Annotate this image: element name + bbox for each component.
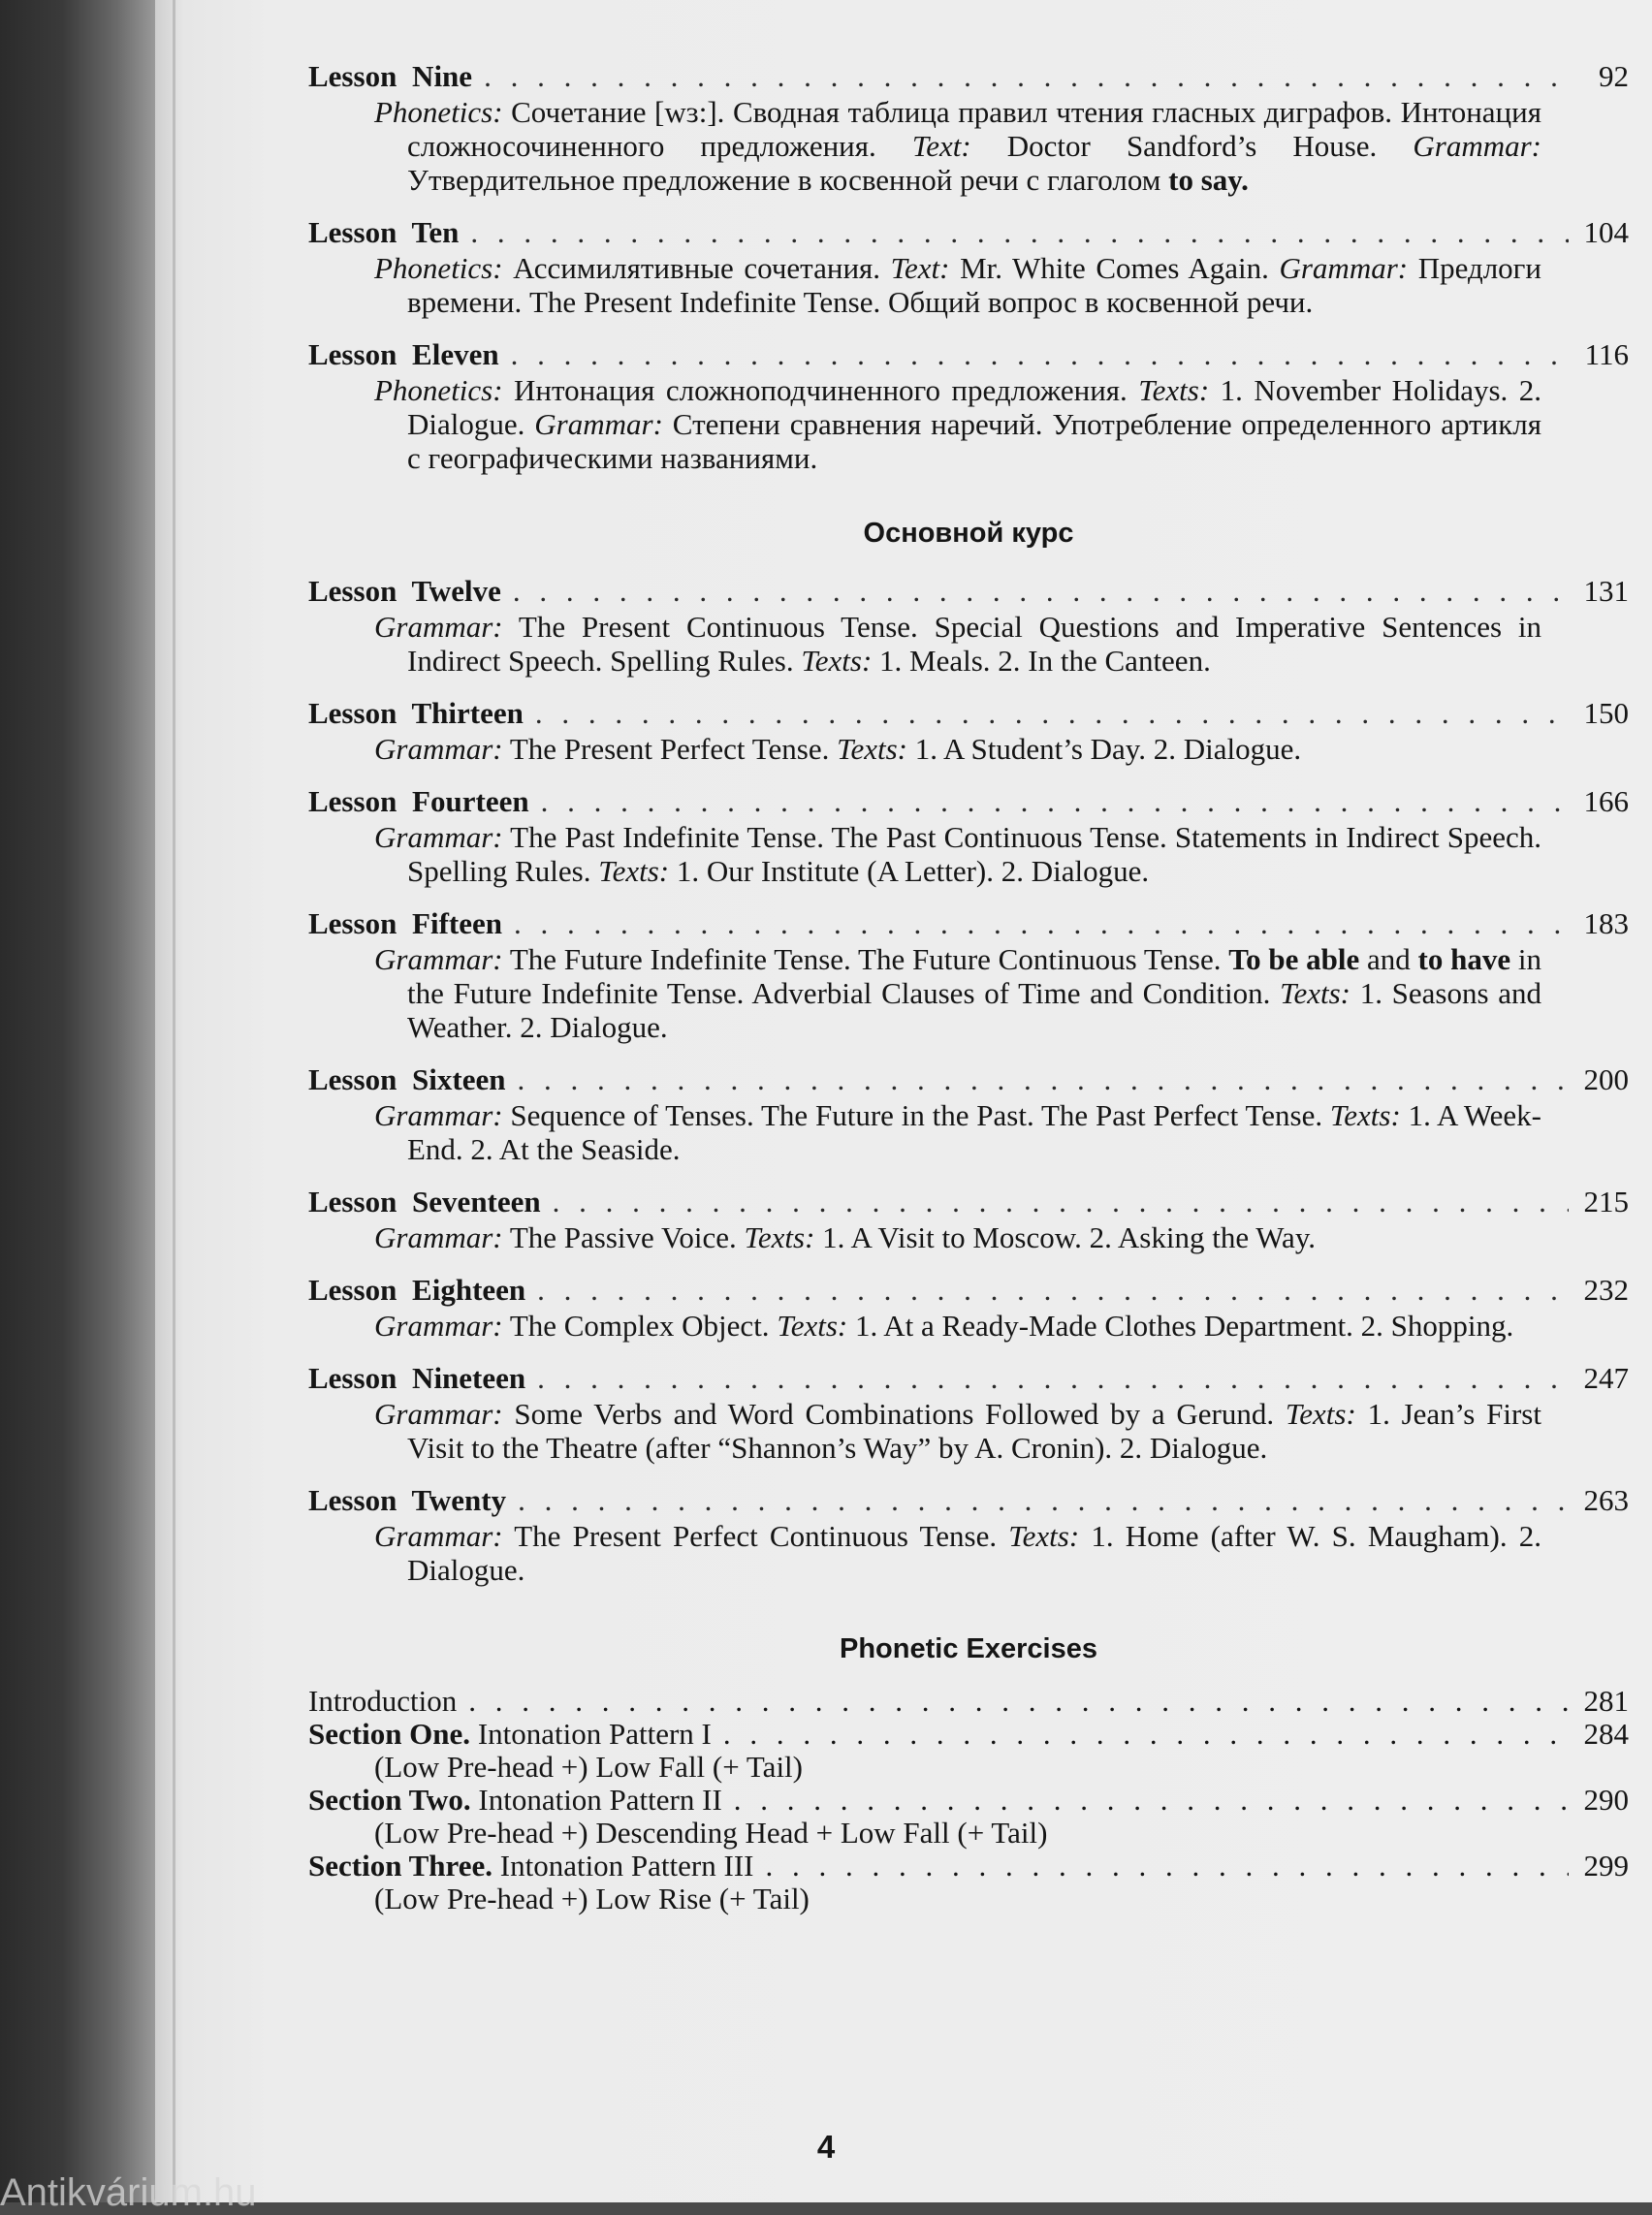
description-text: The Complex Object. <box>502 1309 778 1343</box>
lesson-page-number: 215 <box>1583 1185 1629 1218</box>
watermark: Antikvárium.hu <box>0 2171 257 2214</box>
lesson-description <box>374 820 1541 888</box>
lesson-page-number: 104 <box>1583 215 1629 249</box>
description-label: Texts: <box>837 732 908 766</box>
description-text: Сочетание [wɜ:]. Сводная таблица правил чтения гласных диграфов. Интонация сложносочиненного предложения. <box>407 95 1541 163</box>
lesson-page-number: 232 <box>1583 1273 1629 1307</box>
phonetic-page-number: 281 <box>1583 1684 1629 1718</box>
description-text: Утвердительное предложение в косвенной речи с глаголом <box>407 163 1169 197</box>
table-of-contents <box>308 58 1629 1915</box>
toc-entry <box>308 1272 1629 1343</box>
toc-entry-head <box>308 783 1629 820</box>
phonetic-page-number: 290 <box>1583 1783 1629 1817</box>
phonetic-entry-row <box>308 1784 1629 1817</box>
description-text: 1. At a Ready-Made Clothes Department. 2. Shopping. <box>847 1309 1514 1343</box>
page-number: 4 <box>816 2129 836 2165</box>
dot-leader <box>537 1360 1569 1397</box>
phonetic-entry <box>308 1784 1629 1850</box>
lesson-description <box>374 610 1541 678</box>
phonetic-exercises-heading: Phonetic Exercises <box>840 1633 1097 1664</box>
description-label: Phonetics: <box>374 373 503 407</box>
lesson-title[interactable]: Lesson Twelve <box>308 574 501 608</box>
description-label: Texts: <box>1138 373 1210 407</box>
dot-leader <box>470 214 1569 251</box>
phonetic-entry-title[interactable] <box>308 1850 753 1883</box>
toc-entry <box>308 1360 1629 1465</box>
section-subtitle: (Low Pre-head +) Low Fall (+ Tail) <box>374 1750 803 1784</box>
toc-entry <box>308 905 1629 1044</box>
lesson-title[interactable]: Lesson Fourteen <box>308 784 529 818</box>
lesson-description <box>374 1220 1541 1254</box>
page-edge <box>173 0 175 2202</box>
lesson-page-number: 92 <box>1599 59 1629 93</box>
description-label: Texts: <box>598 854 670 888</box>
description-label: Grammar: <box>374 1098 503 1132</box>
phonetic-entry-row <box>308 1685 1629 1718</box>
lesson-description <box>374 251 1541 319</box>
lesson-description <box>374 942 1541 1044</box>
dot-leader <box>541 783 1569 820</box>
phonetic-entry-row <box>308 1718 1629 1751</box>
lesson-title[interactable]: Lesson Ten <box>308 215 460 249</box>
toc-entry <box>308 336 1629 475</box>
lesson-description <box>374 1397 1541 1465</box>
description-label: Texts: <box>777 1309 848 1343</box>
description-label: Texts: <box>1285 1397 1356 1431</box>
description-label: Grammar: <box>1413 129 1541 163</box>
description-label: Grammar: <box>374 1397 503 1431</box>
toc-entry <box>308 58 1629 197</box>
book-gutter <box>0 0 155 2202</box>
description-label: Grammar: <box>1279 251 1409 285</box>
phonetic-entry-title[interactable] <box>308 1784 722 1817</box>
description-text: 1. Meals. 2. In the Canteen. <box>872 644 1211 678</box>
lesson-page-number: 263 <box>1583 1483 1629 1517</box>
description-text: 1. Home (after W. S. Maugham). 2. Dialogue. <box>407 1519 1541 1587</box>
phonetic-page-number: 299 <box>1583 1849 1629 1883</box>
lesson-page-number: 150 <box>1583 696 1629 730</box>
toc-entry <box>308 214 1629 319</box>
description-text: 1. Seasons and Weather. 2. Dialogue. <box>407 976 1541 1044</box>
toc-entry-head <box>308 1184 1629 1220</box>
description-text: and <box>1359 942 1418 976</box>
description-text: 1. A Student’s Day. 2. Dialogue. <box>907 732 1302 766</box>
dot-leader <box>468 1685 1569 1718</box>
phonetic-entry <box>308 1850 1629 1915</box>
dot-leader <box>723 1718 1569 1751</box>
description-emphasis: to have <box>1417 942 1511 976</box>
toc-entry-head <box>308 695 1629 732</box>
description-label: Grammar: <box>374 1519 503 1553</box>
toc-entry-head <box>308 58 1629 95</box>
description-text: The Past Indefinite Tense. The Past Continuous Tense. Statements in Indirect Speech. Spelling Rules. <box>407 820 1541 888</box>
lesson-title[interactable]: Lesson Nine <box>308 59 473 93</box>
description-text: Some Verbs and Word Combinations Followed by a Gerund. <box>502 1397 1286 1431</box>
description-text: The Passive Voice. <box>502 1220 745 1254</box>
description-text: The Future Indefinite Tense. The Future Continuous Tense. <box>502 942 1229 976</box>
description-label: Text: <box>911 129 971 163</box>
section-label: Section Two. <box>308 1783 471 1817</box>
section-label: Section Three. <box>308 1849 493 1883</box>
lesson-title[interactable]: Lesson Twenty <box>308 1483 507 1517</box>
lesson-description <box>374 1098 1541 1166</box>
lesson-page-number: 183 <box>1583 906 1629 940</box>
lesson-page-number: 200 <box>1583 1062 1629 1096</box>
lesson-page-number: 247 <box>1583 1361 1629 1395</box>
section-subtitle: (Low Pre-head +) Low Rise (+ Tail) <box>374 1882 810 1915</box>
toc-entry-head <box>308 1482 1629 1519</box>
description-label: Grammar: <box>374 820 503 854</box>
dot-leader <box>518 1482 1569 1519</box>
dot-leader <box>511 336 1569 373</box>
dot-leader <box>734 1784 1569 1817</box>
toc-entry-head <box>308 336 1629 373</box>
lessons-top-list <box>308 58 1629 475</box>
lesson-title[interactable]: Lesson Thirteen <box>308 696 524 730</box>
description-label: Texts: <box>1280 976 1351 1010</box>
description-label: Texts: <box>1008 1519 1080 1553</box>
description-text: 1. A Visit to Moscow. 2. Asking the Way. <box>814 1220 1317 1254</box>
lesson-page-number: 131 <box>1583 574 1629 608</box>
description-label: Phonetics: <box>374 251 503 285</box>
dot-leader <box>537 1272 1569 1309</box>
description-text: Mr. White Comes Again. <box>949 251 1280 285</box>
lesson-page-number: 116 <box>1584 337 1629 371</box>
dot-leader <box>513 573 1569 610</box>
dot-leader <box>765 1850 1569 1883</box>
dot-leader <box>518 1061 1570 1098</box>
description-text: Doctor Sandford’s House. <box>970 129 1414 163</box>
toc-entry <box>308 573 1629 678</box>
lessons-main-list <box>308 573 1629 1587</box>
toc-entry <box>308 695 1629 766</box>
description-text: 1. Our Institute (A Letter). 2. Dialogue. <box>669 854 1150 888</box>
description-label: Texts: <box>801 644 873 678</box>
lesson-title[interactable]: Lesson Sixteen <box>308 1062 506 1096</box>
description-text: The Present Perfect Tense. <box>502 732 838 766</box>
lesson-title[interactable]: Lesson Fifteen <box>308 906 503 940</box>
description-text: The Present Continuous Tense. Special Questions and Imperative Sentences in Indirect Speech. Spelling Rules. <box>407 610 1541 678</box>
toc-entry <box>308 1482 1629 1587</box>
dot-leader <box>553 1184 1569 1220</box>
section-subtitle: (Low Pre-head +) Descending Head + Low Fall (+ Tail) <box>374 1816 1048 1850</box>
description-text: 1. A Week-End. 2. At the Seaside. <box>407 1098 1541 1166</box>
lesson-description <box>374 1519 1541 1587</box>
section-title: Intonation Pattern I <box>470 1717 712 1751</box>
description-label: Grammar: <box>374 942 503 976</box>
description-emphasis: To be able <box>1228 942 1360 976</box>
phonetic-entry-title[interactable] <box>308 1718 712 1751</box>
description-label: Grammar: <box>374 610 503 644</box>
description-label: Grammar: <box>374 732 503 766</box>
lesson-title[interactable]: Lesson Eleven <box>308 337 499 371</box>
lesson-description <box>374 95 1541 197</box>
description-text: Ассимилятивные сочетания. <box>502 251 891 285</box>
dot-leader <box>535 695 1569 732</box>
dot-leader <box>484 58 1569 95</box>
section-title: Introduction <box>308 1684 458 1718</box>
section-title: Intonation Pattern II <box>470 1783 722 1817</box>
lesson-title[interactable]: Lesson Seventeen <box>308 1185 541 1218</box>
description-text: The Present Perfect Continuous Tense. <box>502 1519 1009 1553</box>
toc-entry-head <box>308 573 1629 610</box>
description-text: in the Future Indefinite Tense. Adverbial Clauses of Time and Condition. <box>407 942 1541 1010</box>
description-label: Grammar: <box>374 1309 503 1343</box>
section-title: Intonation Pattern III <box>492 1849 754 1883</box>
phonetic-entry <box>308 1685 1629 1718</box>
lesson-description <box>374 373 1541 475</box>
lesson-description <box>374 732 1541 766</box>
main-course-heading: Основной курс <box>863 518 1074 549</box>
dot-leader <box>514 905 1569 942</box>
description-label: Grammar: <box>374 1220 503 1254</box>
toc-entry-head <box>308 905 1629 942</box>
description-text: 1. Jean’s First Visit to the Theatre (after “Shannon’s Way” by A. Cronin). 2. Dialogue. <box>407 1397 1541 1465</box>
toc-entry <box>308 1061 1629 1166</box>
lesson-title[interactable]: Lesson Nineteen <box>308 1361 526 1395</box>
lesson-title[interactable]: Lesson Eighteen <box>308 1273 526 1307</box>
section-label: Section One. <box>308 1717 471 1751</box>
toc-entry <box>308 783 1629 888</box>
toc-entry-head <box>308 1360 1629 1397</box>
description-label: Grammar: <box>534 407 663 441</box>
description-text: 1. November Holidays. 2. Dialogue. <box>407 373 1542 441</box>
description-label: Texts: <box>744 1220 815 1254</box>
phonetic-entry-row <box>308 1850 1629 1883</box>
description-emphasis: to say. <box>1168 163 1249 197</box>
description-text: Sequence of Tenses. The Future in the Past. The Past Perfect Tense. <box>502 1098 1330 1132</box>
phonetic-entry-title[interactable] <box>308 1685 457 1718</box>
phonetic-entry <box>308 1718 1629 1784</box>
toc-entry-head <box>308 1061 1629 1098</box>
phonetic-page-number: 284 <box>1583 1717 1629 1751</box>
description-label: Text: <box>890 251 950 285</box>
toc-entry-head <box>308 214 1629 251</box>
description-label: Texts: <box>1329 1098 1401 1132</box>
toc-entry <box>308 1184 1629 1254</box>
lesson-page-number: 166 <box>1583 784 1629 818</box>
description-label: Phonetics: <box>374 95 503 129</box>
description-text: Интонация сложноподчиненного предложения. <box>502 373 1139 407</box>
description-text: Предлоги времени. The Present Indefinite Tense. Общий вопрос в косвенной речи. <box>407 251 1541 319</box>
description-text: Степени сравнения наречий. Употребление определенного артикля с географическими названиями. <box>407 407 1541 475</box>
lesson-description <box>374 1309 1541 1343</box>
toc-entry-head <box>308 1272 1629 1309</box>
phonetic-exercises-list <box>308 1685 1629 1915</box>
